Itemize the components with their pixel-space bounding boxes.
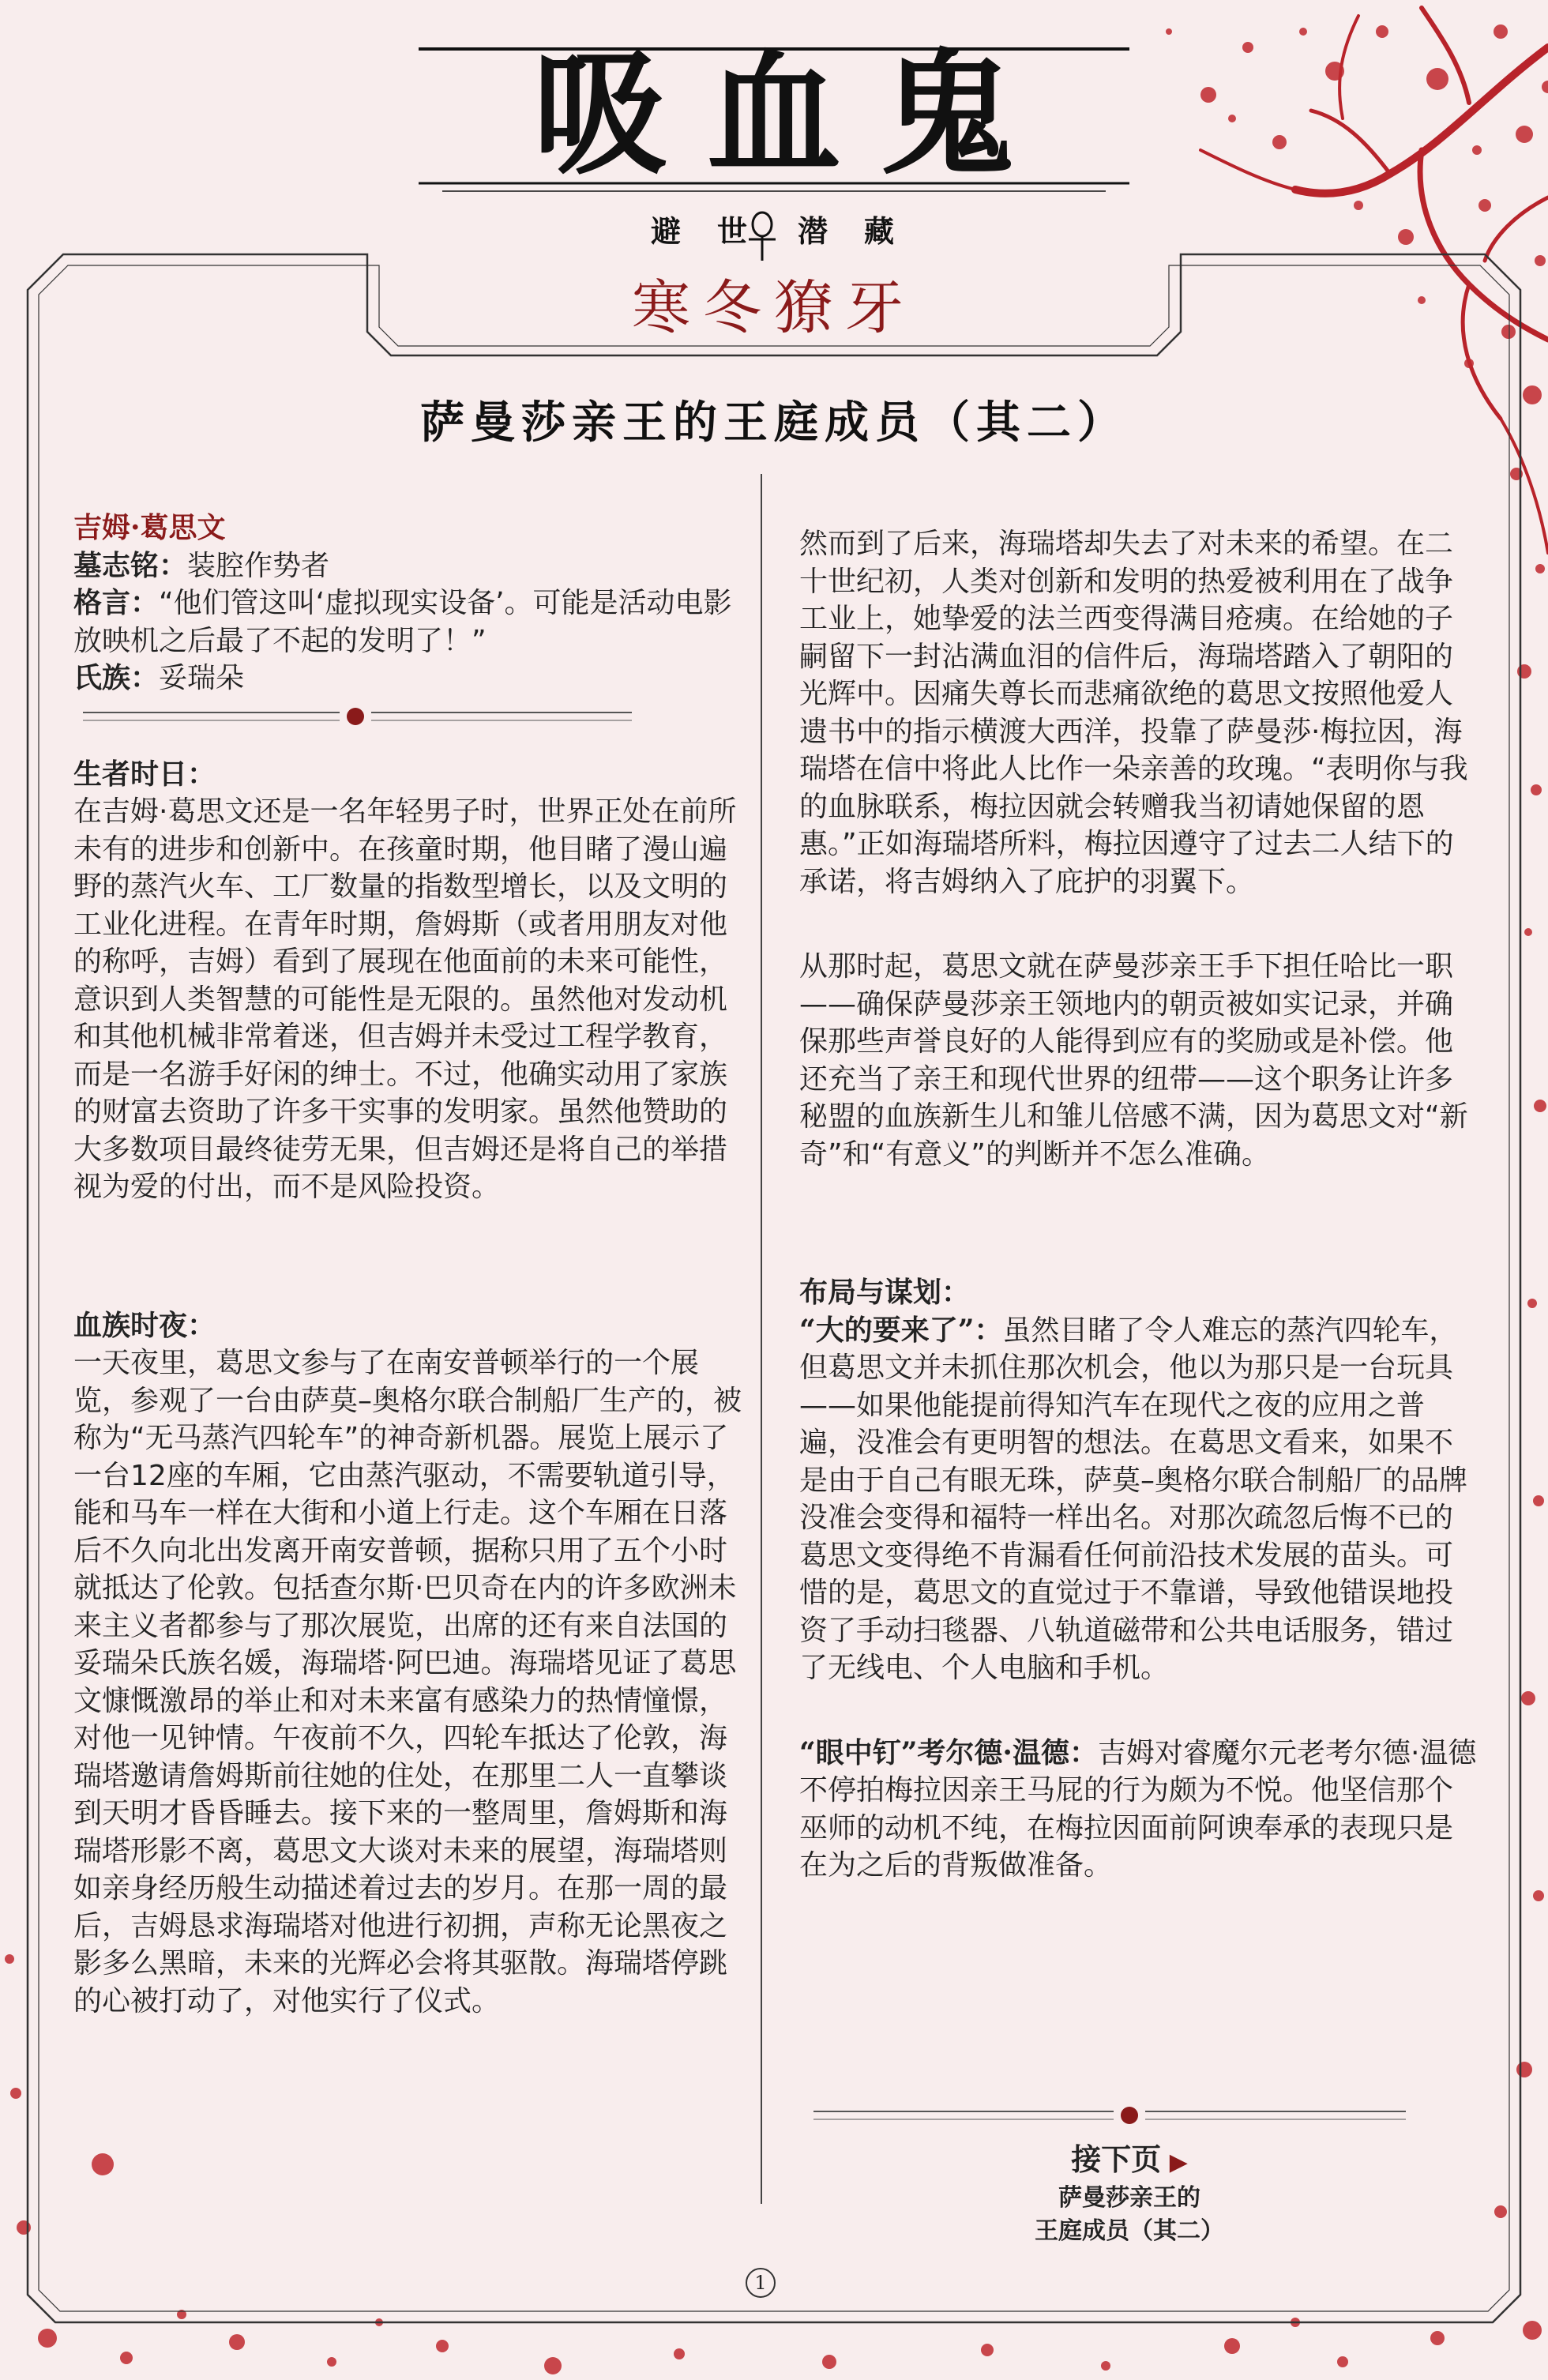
mortal-days-text: 在吉姆·葛思文还是一名年轻男子时，世界正处在前所未有的进步和创新中。在孩童时期，他目睹了漫山遍野的蒸汽火车、工厂数量的指数型增长，以及文明的工业化进程。在青年时期，詹姆斯（或者用朋友对他的称呼，吉姆）看到了展现在他面前的未来可能性，意识到人类智慧的可能性是无限的。虽然他对发动机和其他机械非常着迷，但吉姆并未受过工程学教育，而是一名游手好闲的绅士。不过，他确实动用了家族的财富去资助了许多干实事的发明家。虽然他赞助的大多数项目最终徒劳无果，但吉姆还是将自己的举措视为爱的付出，而不是风险投资。 (73, 795, 737, 1203)
motto-value: “他们管这叫‘虚拟现实设备’。可能是活动电影放映机之后最了不起的发明了！” (73, 587, 732, 657)
page-heading: 萨曼莎亲王的王庭成员（其二） (420, 397, 1128, 449)
right-paragraph-1: 然而到了后来，海瑞塔却失去了对未来的希望。在二十世纪初，人类对创新和发明的热爱被利用在了战争工业上，她挚爱的法兰西变得满目疮痍。在给她的子嗣留下一封沾满血泪的信件后，海瑞塔踏入了朝阳的光辉中。因痛失尊长而悲痛欲绝的葛思文按照他爱人遗书中的指示横渡大西洋，投靠了萨曼莎·梅拉因，海瑞塔在信中将此人比作一朵亲善的玫瑰。“表明你与我的血脉联系，梅拉因就会转赠我当初请她保留的恩惠。”正如海瑞塔所料，梅拉因遵守了过去二人结下的承诺，将吉姆纳入了庇护的羽翼下。 (799, 528, 1468, 898)
scheme-2-label: “眼中钉”考尔德·温德： (799, 1735, 1098, 1769)
arrow-right-icon: ▶ (1161, 2149, 1188, 2176)
epitaph-value: 装腔作势者 (187, 549, 330, 582)
mortal-days-title: 生者时日： (73, 757, 216, 791)
game-subtitle (0, 212, 1548, 251)
clan-label: 氏族： (73, 661, 160, 694)
blood-nights-title: 血族时夜： (73, 1308, 216, 1342)
motto-label: 格言： (73, 586, 160, 619)
next-page-link[interactable] (1011, 2141, 1248, 2248)
schemes-title: 布局与谋划： (799, 1276, 971, 1309)
edition-title: 寒冬獠牙 (632, 274, 916, 342)
next-page-line1: 萨曼莎亲王的 (1058, 2184, 1200, 2212)
scheme-1-text: 虽然目睹了令人难忘的蒸汽四轮车，但葛思文并未抓住那次机会，他以为那只是一台玩具——如果他能提前得知汽车在现代之夜的应用之普遍，没准会有更明智的想法。在葛思文看来，如果不是由于自己有眼无珠，萨莫–奥格尔联合制船厂的品牌没准会变得和福特一样出名。对那次疏忽后悔不已的葛思文变得绝不肯漏看任何前沿技术发展的苗头。可惜的是，葛思文的直觉过于不靠谱，导致他错误地投资了手动扫毯器、八轨道磁带和公共电话服务，错过了无线电、个人电脑和手机。 (799, 1314, 1468, 1684)
right-column (799, 525, 1478, 1885)
page-number: 1 (754, 2272, 767, 2294)
blood-nights-text: 一天夜里，葛思文参与了在南安普顿举行的一个展览，参观了一台由萨莫–奥格尔联合制船厂生产的，被称为“无马蒸汽四轮车”的神奇新机器。展览上展示了一台12座的车厢，它由蒸汽驱动，不需要轨道引导，能和马车一样在大街和小道上行走。这个车厢在日落后不久向北出发离开南安普顿，据称只用了五个小时就抵达了伦敦。包括查尔斯·巴贝奇在内的许多欧洲未来主义者都参与了那次展览，出席的还有来自法国的妥瑞朵氏族名媛，海瑞塔·阿巴迪。海瑞塔见证了葛思文慷慨激昂的举止和对未来富有感染力的热情憧憬，对他一见钟情。午夜前不久，四轮车抵达了伦敦，海瑞塔邀请詹姆斯前往她的住处，在那里二人一直攀谈到天明才昏昏睡去。接下来的一整周里，詹姆斯和海瑞塔形影不离，葛思文大谈对未来的展望，海瑞塔则如亲身经历般生动描述着过去的岁月。在那一周的最后，吉姆恳求海瑞塔对他进行初拥，声称无论黑夜之影多么黑暗，未来的光辉必会将其驱散。海瑞塔停跳的心被打动了，对他实行了仪式。 (73, 1347, 742, 2017)
next-page-label: 接下页 (1071, 2141, 1162, 2177)
scheme-2-text: 吉姆对睿魔尔元老考尔德·温德不停拍梅拉因亲王马屁的行为颇为不悦。他坚信那个巫师的动机不纯，在梅拉因面前阿谀奉承的表现只是在为之后的背叛做准备。 (799, 1736, 1477, 1882)
next-page-line2: 王庭成员（其二） (1035, 2217, 1224, 2245)
character-name: 吉姆·葛思文 (73, 511, 226, 544)
game-title: 吸血鬼 (532, 36, 1054, 194)
scheme-1-label: “大的要来了”： (799, 1313, 1003, 1347)
subtitle-right: 潜 藏 (798, 213, 898, 249)
epitaph-label: 墓志铭： (73, 548, 188, 582)
left-column (73, 509, 753, 2020)
right-paragraph-2: 从那时起，葛思文就在萨曼莎亲王手下担任哈比一职——确保萨曼莎亲王领地内的朝贡被如实记录，并确保那些声誉良好的人能得到应有的奖励或是补偿。他还充当了亲王和现代世界的纽带——这个职务让许多秘盟的血族新生儿和雏儿倍感不满，因为葛思文对“新奇”和“有意义”的判断并不怎么准确。 (799, 950, 1468, 1171)
subtitle-left: 避 世 (650, 213, 750, 249)
clan-value: 妥瑞朵 (159, 662, 245, 694)
